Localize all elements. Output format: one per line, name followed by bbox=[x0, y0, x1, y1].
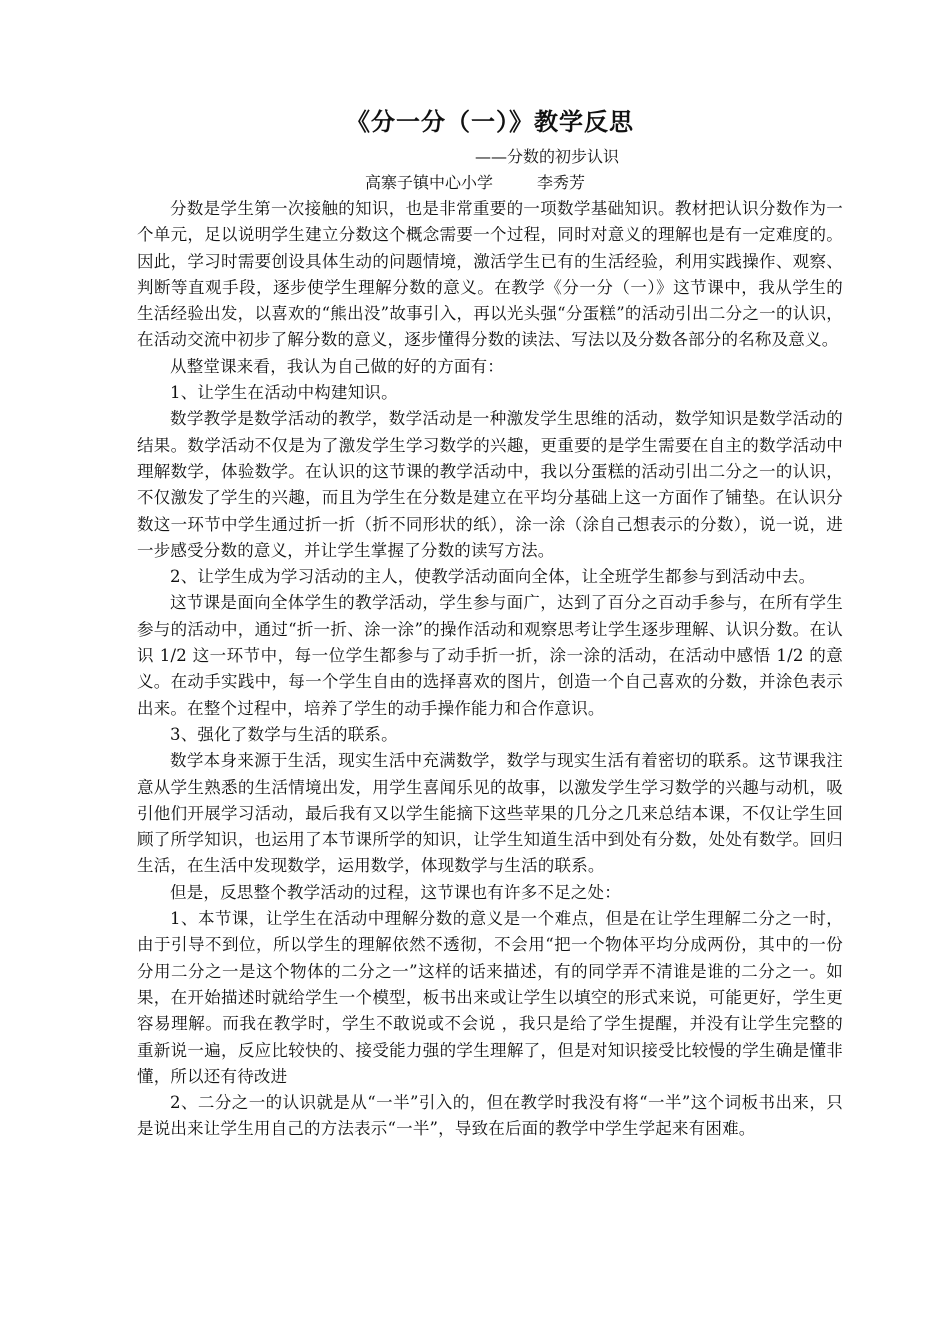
paragraph-intro: 分数是学生第一次接触的知识，也是非常重要的一项数学基础知识。教材把认识分数作为一个单元，足以说明学生建立分数这个概念需要一个过程，同时对意义的理解也是有一定难度的。因此，学习时需要创设具体生动的问题情境，激活学生已有的生活经验，利用实践操作、观察、判断等直观手段，逐步使学生理解分数的意义。在教学《分一分（一）》这节课中，我从学生的生活经验出发，以喜欢的“熊出没”故事引入，再以光头强“分蛋糕”的活动引出二分之一的认识，在活动交流中初步了解分数的意义，逐步懂得分数的读法、写法以及分数各部分的名称及意义。 bbox=[137, 199, 843, 350]
paragraph-point-3-body: 数学本身来源于生活，现实生活中充满数学，数学与现实生活有着密切的联系。这节课我注意从学生熟悉的生活情境出发，用学生喜闻乐见的故事，以激发学生学习数学的兴趣与动机，吸引他们开展学习活动，最后我有又以学生能摘下这些苹果的几分之几来总结本课，不仅让学生回顾了所学知识，也运用了本节课所学的知识，让学生知道生活中到处有分数，处处有数学。回归生活，在生活中发现数学，运用数学，体现数学与生活的联系。 bbox=[137, 751, 843, 876]
document-body bbox=[137, 196, 843, 1143]
paragraph-shortcomings-lead: 但是，反思整个教学活动的过程，这节课也有许多不足之处： bbox=[170, 882, 621, 902]
author-line bbox=[137, 170, 843, 196]
document-subtitle: ——分数的初步认识 bbox=[475, 147, 620, 166]
school-name: 高寨子镇中心小学 bbox=[365, 173, 494, 192]
document-content bbox=[137, 100, 843, 1143]
paragraph-point-1-heading: 1、让学生在活动中构建知识。 bbox=[170, 383, 398, 403]
author-name: 李秀芳 bbox=[537, 173, 586, 192]
paragraph-strengths-lead: 从整堂课来看，我认为自己做的好的方面有： bbox=[170, 356, 504, 376]
paragraph-point-2-body: 这节课是面向全体学生的教学活动，学生参与面广，达到了百分之百动手参与，在所有学生参与的活动中，通过“折一折、涂一涂”的操作活动和观察思考让学生逐步理解、认识分数。在认识 1/2 这一环节中，每一位学生都参与了动手折一折，涂一涂的活动，在活动中感悟 1/2 的意义。在动手实践中，每一个学生自由的选择喜欢的图片，创造一个自己喜欢的分数，并涂色表示出来。在整个过程中，培养了学生的动手操作能力和合作意识。 bbox=[137, 593, 843, 718]
paragraph-point-2-heading: 2、让学生成为学习活动的主人，使教学活动面向全体，让全班学生都参与到活动中去。 bbox=[170, 567, 816, 587]
paragraph-shortcoming-1: 1、本节课，让学生在活动中理解分数的意义是一个难点，但是在让学生理解二分之一时，由于引导不到位，所以学生的理解依然不透彻，不会用“把一个物体平均分成两份，其中的一份分用二分之一是这个物体的二分之一”这样的话来描述，有的同学弄不清谁是谁的二分之一。如果，在开始描述时就给学生一个模型，板书出来或让学生以填空的形式来说，可能更好，学生更容易理解。而我在教学时，学生不敢说或不会说 ，我只是给了学生提醒，并没有让学生完整的重新说一遍，反应比较快的、接受能力强的学生理解了，但是对知识接受比较慢的学生确是懂非懂，所以还有待改进 bbox=[137, 909, 843, 1086]
paragraph-point-3-heading: 3、强化了数学与生活的联系。 bbox=[170, 724, 398, 744]
document-title: 《分一分（一）》教学反思 bbox=[346, 108, 634, 136]
paragraph-point-1-body: 数学教学是数学活动的教学，数学活动是一种激发学生思维的活动，数学知识是数学活动的结果。数学活动不仅是为了激发学生学习数学的兴趣，更重要的是学生需要在自主的数学活动中理解数学，体验数学。在认识的这节课的教学活动中，我以分蛋糕的活动引出二分之一的认识，不仅激发了学生的兴趣，而且为学生在分数是建立在平均分基础上这一方面作了铺垫。在认识分数这一环节中学生通过折一折（折不同形状的纸），涂一涂（涂自己想表示的分数），说一说，进一步感受分数的意义，并让学生掌握了分数的读写方法。 bbox=[137, 409, 843, 560]
paragraph-shortcoming-2: 2、二分之一的认识就是从“一半”引入的，但在教学时我没有将“一半”这个词板书出来，只是说出来让学生用自己的方法表示“一半”，导致在后面的教学中学生学起来有困难。 bbox=[137, 1093, 843, 1139]
